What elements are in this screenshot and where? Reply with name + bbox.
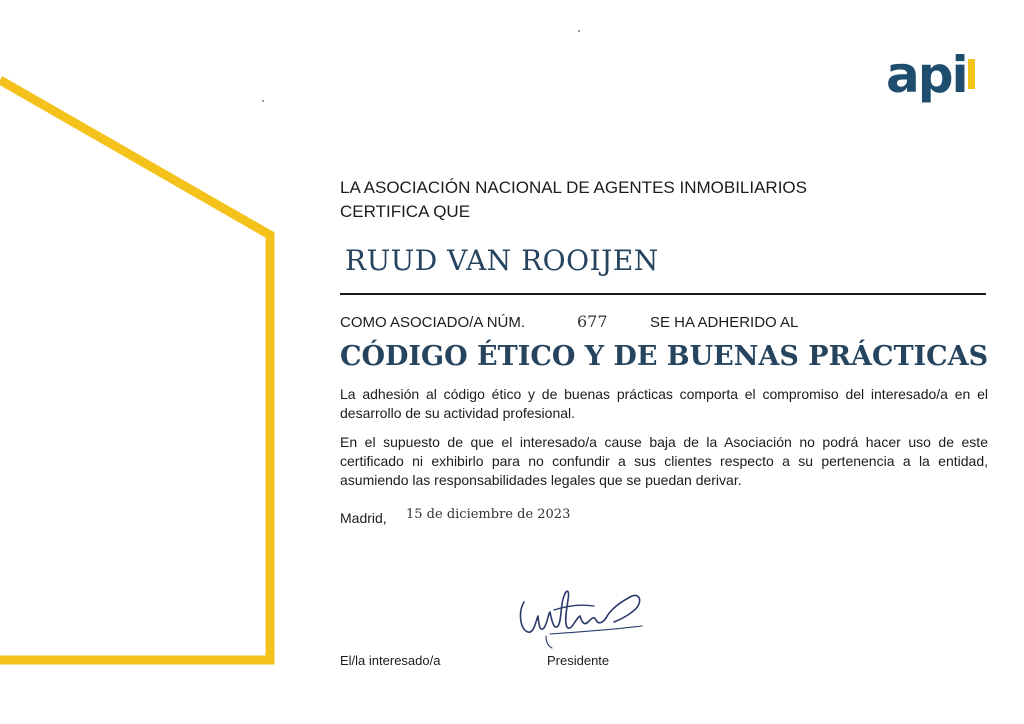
place-label: Madrid, <box>340 510 387 526</box>
logo-accent-mark <box>968 59 975 89</box>
api-logo <box>886 46 975 104</box>
adherence-label: SE HA ADHERIDO AL <box>650 314 799 331</box>
heading-line-1: LA ASOCIACIÓN NACIONAL DE AGENTES INMOBILIARIOS <box>340 178 807 197</box>
member-number: 677 <box>577 312 608 331</box>
name-underline <box>340 293 986 295</box>
heading-line-2: CERTIFICA QUE <box>340 202 471 221</box>
member-name: RUUD VAN ROOIJEN <box>345 244 659 277</box>
president-signature-label: Presidente <box>547 653 610 668</box>
issue-date: 15 de diciembre de 2023 <box>406 507 571 522</box>
member-signature-label: El/la interesado/a <box>340 653 441 668</box>
member-number-label: COMO ASOCIADO/A NÚM. <box>340 314 526 331</box>
code-title: CÓDIGO ÉTICO Y DE BUENAS PRÁCTICAS <box>340 341 989 372</box>
certificate-heading <box>340 176 807 224</box>
paragraph-commitment: La adhesión al código ético y de buenas prácticas comporta el compromiso del interesado/a en el desarrollo de su actividad profesional. <box>340 386 988 421</box>
scan-speck <box>578 30 580 32</box>
paragraph-withdrawal: En el supuesto de que el interesado/a cause baja de la Asociación no podrá hacer uso de este certificado ni exhibirlo para no confundir a sus clientes respecto a su pertenencia a la entidad, asumiendo las responsabilidades legales que se puedan derivar. <box>340 434 988 488</box>
scan-speck <box>262 100 264 102</box>
president-signature <box>510 582 650 652</box>
logo-text: api <box>886 46 967 104</box>
